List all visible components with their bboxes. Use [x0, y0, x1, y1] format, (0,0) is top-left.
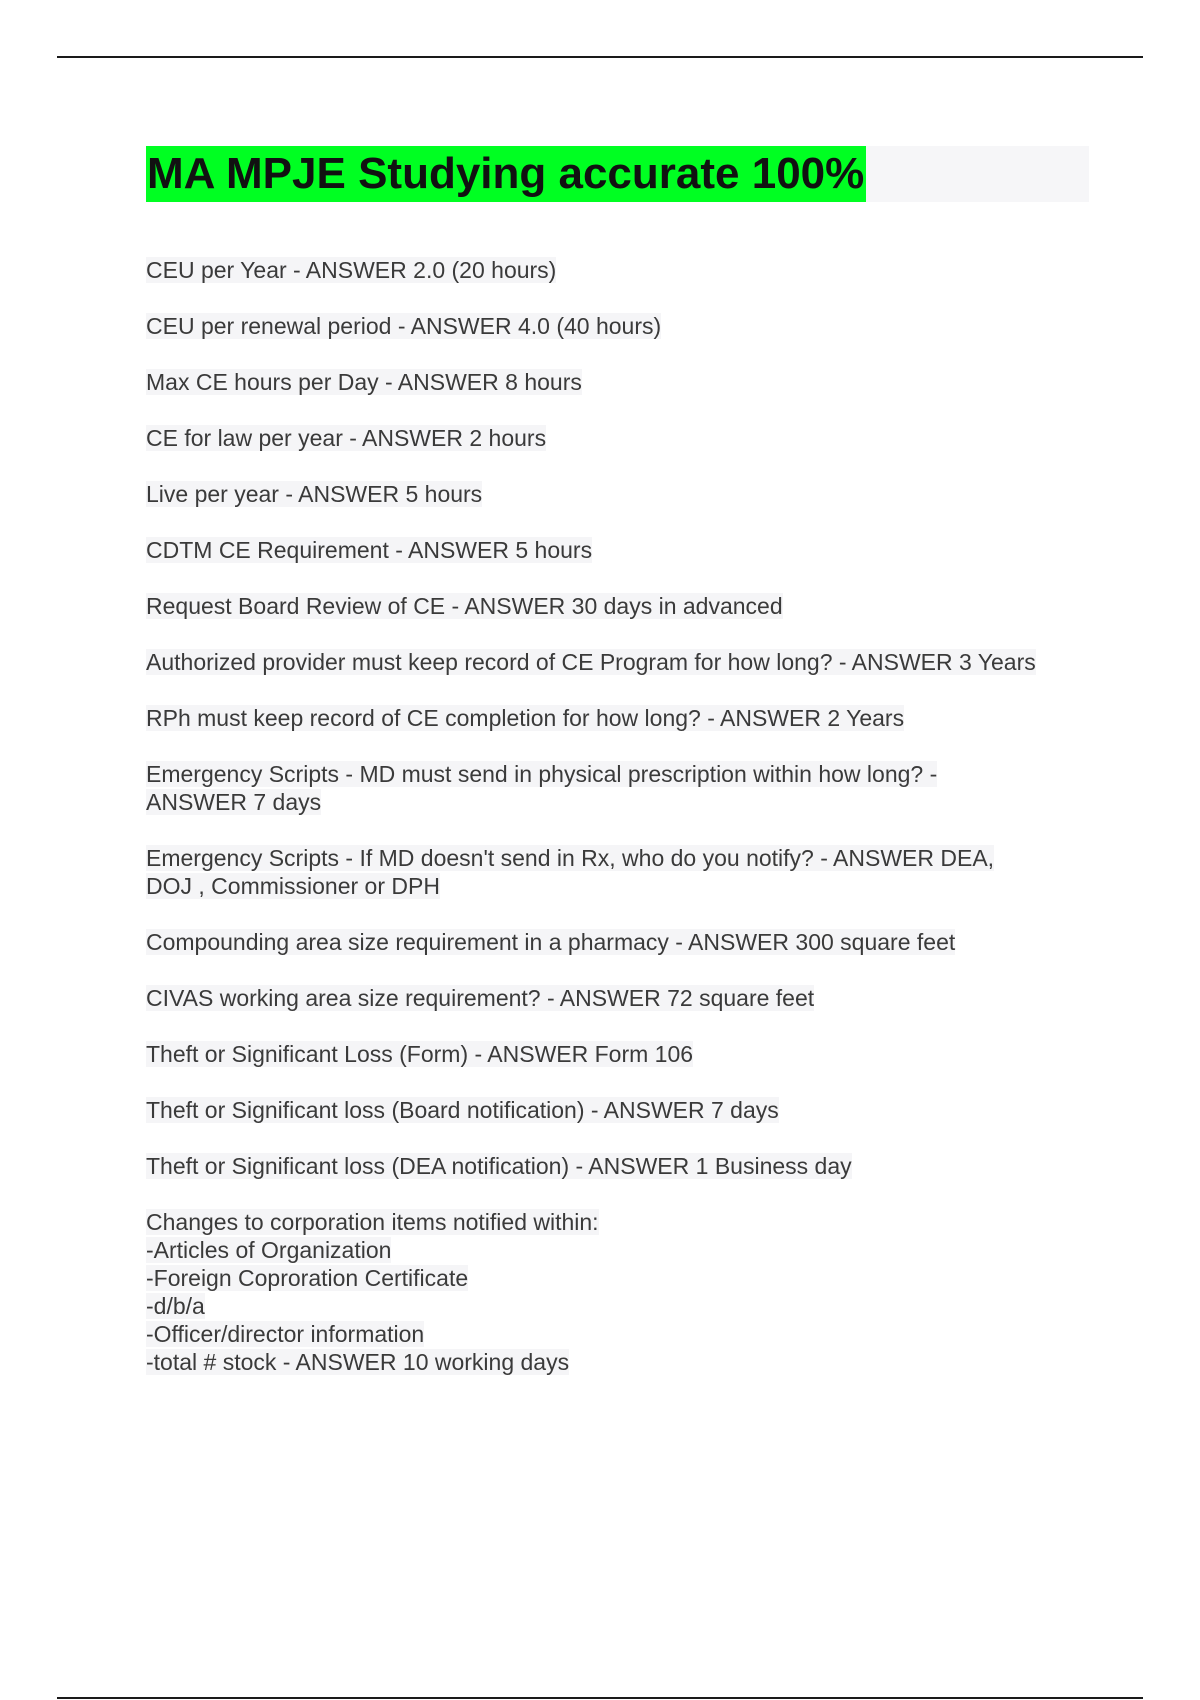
qa-line — [146, 312, 1106, 340]
qa-line-text: Emergency Scripts - If MD doesn't send in Rx, who do you notify? - ANSWER DEA, — [146, 845, 995, 871]
qa-line-text: Max CE hours per Day - ANSWER 8 hours — [146, 369, 582, 395]
qa-line-text: CE for law per year - ANSWER 2 hours — [146, 425, 547, 451]
qa-item — [146, 984, 1106, 1012]
qa-line-text: Authorized provider must keep record of CE Program for how long? - ANSWER 3 Years — [146, 649, 1036, 675]
qa-item — [146, 256, 1106, 284]
qa-item — [146, 844, 1106, 900]
qa-line — [146, 760, 1106, 788]
qa-line-text: -Officer/director information — [146, 1321, 425, 1347]
qa-item — [146, 536, 1106, 564]
qa-line — [146, 928, 1106, 956]
qa-item — [146, 480, 1106, 508]
qa-item — [146, 760, 1106, 816]
qa-line-text: Theft or Significant Loss (Form) - ANSWER Form 106 — [146, 1041, 694, 1067]
qa-line — [146, 1236, 1106, 1264]
qa-line — [146, 1152, 1106, 1180]
qa-line — [146, 704, 1106, 732]
qa-item — [146, 928, 1106, 956]
qa-item — [146, 1208, 1106, 1376]
document-title: MA MPJE Studying accurate 100% — [146, 146, 866, 202]
qa-line — [146, 256, 1106, 284]
qa-line — [146, 1096, 1106, 1124]
qa-line — [146, 536, 1106, 564]
qa-line — [146, 1348, 1106, 1376]
qa-item — [146, 368, 1106, 396]
qa-item — [146, 592, 1106, 620]
qa-line-text: Changes to corporation items notified within: — [146, 1209, 599, 1235]
qa-line — [146, 1040, 1106, 1068]
qa-line — [146, 984, 1106, 1012]
qa-line-text: CIVAS working area size requirement? - ANSWER 72 square feet — [146, 985, 815, 1011]
qa-line — [146, 844, 1106, 872]
qa-line-text: Emergency Scripts - MD must send in physical prescription within how long? - — [146, 761, 938, 787]
qa-list — [146, 256, 1106, 1404]
qa-item — [146, 424, 1106, 452]
qa-line-text: CEU per renewal period - ANSWER 4.0 (40 hours) — [146, 313, 662, 339]
top-rule — [57, 56, 1143, 58]
qa-line-text: ANSWER 7 days — [146, 789, 322, 815]
qa-line — [146, 1292, 1106, 1320]
qa-line — [146, 872, 1106, 900]
qa-line — [146, 1264, 1106, 1292]
qa-item — [146, 1040, 1106, 1068]
qa-line — [146, 1320, 1106, 1348]
qa-line-text: -Articles of Organization — [146, 1237, 392, 1263]
qa-line — [146, 480, 1106, 508]
qa-line — [146, 1208, 1106, 1236]
qa-line-text: CEU per Year - ANSWER 2.0 (20 hours) — [146, 257, 557, 283]
qa-line-text: CDTM CE Requirement - ANSWER 5 hours — [146, 537, 593, 563]
qa-line — [146, 648, 1106, 676]
qa-item — [146, 648, 1106, 676]
qa-line-text: Request Board Review of CE - ANSWER 30 days in advanced — [146, 593, 783, 619]
bottom-rule — [57, 1697, 1143, 1699]
qa-line-text: Compounding area size requirement in a pharmacy - ANSWER 300 square feet — [146, 929, 956, 955]
qa-line-text: Theft or Significant loss (Board notification) - ANSWER 7 days — [146, 1097, 779, 1123]
qa-line-text: Theft or Significant loss (DEA notification) - ANSWER 1 Business day — [146, 1153, 852, 1179]
qa-item — [146, 704, 1106, 732]
qa-item — [146, 1096, 1106, 1124]
qa-line — [146, 368, 1106, 396]
qa-line-text: -Foreign Coproration Certificate — [146, 1265, 469, 1291]
qa-line — [146, 788, 1106, 816]
qa-line-text: Live per year - ANSWER 5 hours — [146, 481, 483, 507]
qa-line — [146, 424, 1106, 452]
qa-item — [146, 1152, 1106, 1180]
title-row — [146, 146, 1089, 202]
qa-line-text: RPh must keep record of CE completion for how long? - ANSWER 2 Years — [146, 705, 905, 731]
qa-line — [146, 592, 1106, 620]
qa-item — [146, 312, 1106, 340]
qa-line-text: DOJ , Commissioner or DPH — [146, 873, 440, 899]
qa-line-text: -d/b/a — [146, 1293, 205, 1319]
qa-line-text: -total # stock - ANSWER 10 working days — [146, 1349, 570, 1375]
